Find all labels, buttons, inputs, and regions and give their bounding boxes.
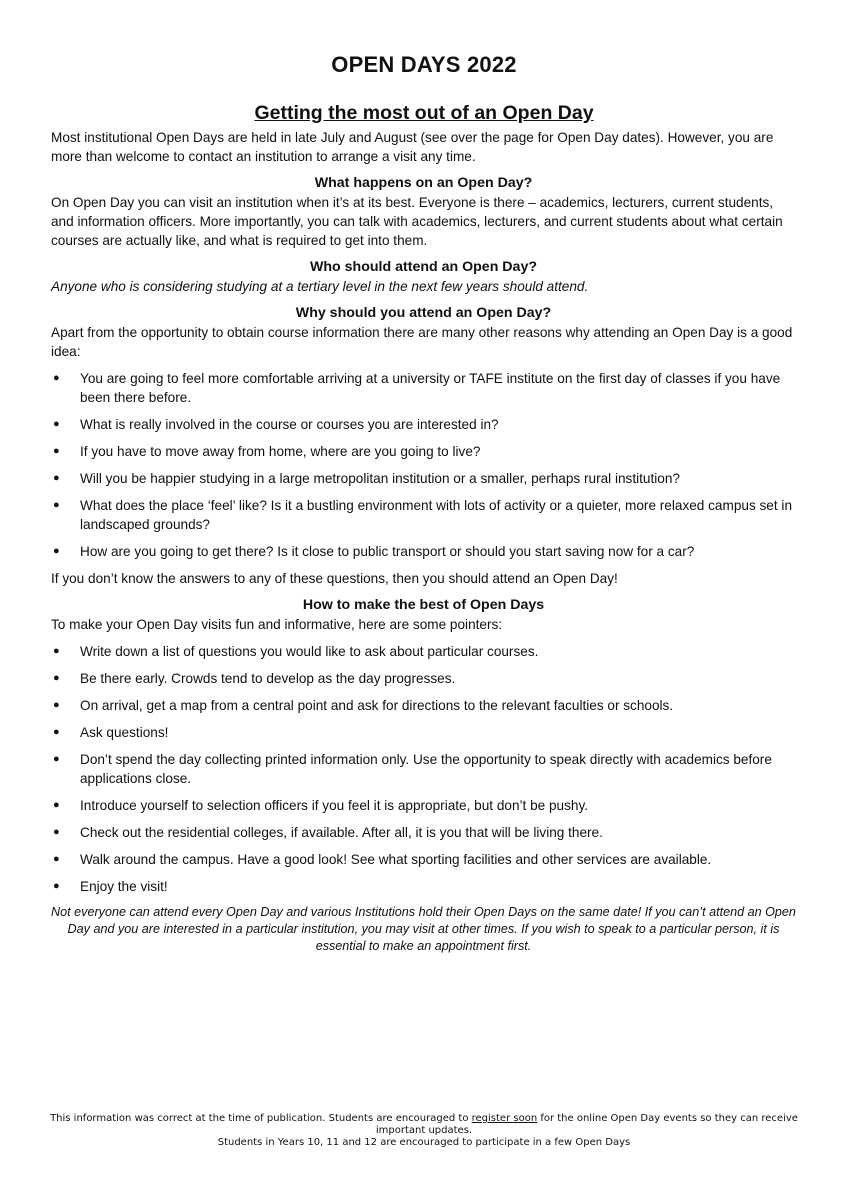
how-to-paragraph: To make your Open Day visits fun and informative, here are some pointers:: [51, 617, 503, 632]
bullet-icon: ●: [53, 880, 60, 892]
heading-why-attend: Why should you attend an Open Day?: [295, 305, 552, 321]
list-item: ● How are you going to get there? Is it close to public transport or should you start saving now for a car?: [53, 544, 695, 559]
heading-how-to-make-best: How to make the best of Open Days: [302, 597, 545, 613]
why-attend-paragraph: Apart from the opportunity to obtain course information there are many other reasons why attending an Open Day is a good idea:: [51, 325, 793, 359]
bullet-icon: ●: [53, 699, 60, 711]
bullet-icon: ●: [53, 545, 60, 557]
page-footer: [40, 1113, 808, 1149]
bullet-icon: ●: [53, 445, 60, 457]
pointers-list: [51, 642, 796, 896]
list-item: ● Ask questions!: [53, 725, 169, 740]
list-item: ● Will you be happier studying in a large metropolitan institution or a smaller, perhaps rural institution?: [53, 471, 680, 486]
what-happens-paragraph: On Open Day you can visit an institution when it’s at its best. Everyone is there – academics, lecturers, current students, and information officers. More importantly, you can talk with academics, lecturers, and current students about what certain courses are actually like, and what is required to get into them.: [51, 195, 783, 248]
why-attend-closing: If you don’t know the answers to any of these questions, then you should attend an Open Day!: [51, 571, 618, 586]
who-should-attend-paragraph: Anyone who is considering studying at a tertiary level in the next few years should attend.: [51, 279, 589, 294]
bullet-icon: ●: [53, 472, 60, 484]
heading-who-should-attend: Who should attend an Open Day?: [310, 259, 537, 275]
list-item: ● Enjoy the visit!: [53, 879, 168, 894]
bullet-icon: ●: [53, 645, 60, 657]
list-item: ● What is really involved in the course or courses you are interested in?: [53, 417, 499, 432]
closing-note: Not everyone can attend every Open Day and various Institutions hold their Open Days on the same date! If you can’t attend an Open Day and you are interested in a particular institution, you may visit at other times. If you wish to speak to a particular person, it is essential to make an appointment first.: [51, 905, 796, 953]
list-item: ● On arrival, get a map from a central point and ask for directions to the relevant faculties or schools.: [53, 698, 674, 713]
document-body: [51, 128, 796, 955]
bullet-icon: ●: [53, 826, 60, 838]
footer-line-1: This information was correct at the time of publication. Students are encouraged to register soon for the online Open Day events so they can receive important updates.: [50, 1113, 798, 1136]
bullet-icon: ●: [53, 726, 60, 738]
bullet-icon: ●: [53, 372, 60, 384]
page-subtitle: Getting the most out of an Open Day: [254, 102, 594, 124]
page-title: OPEN DAYS 2022: [331, 52, 517, 77]
list-item: ● Be there early. Crowds tend to develop as the day progresses.: [53, 671, 456, 686]
list-item: ● If you have to move away from home, where are you going to live?: [53, 444, 481, 459]
list-item: ● Introduce yourself to selection officers if you feel it is appropriate, but don’t be pushy.: [53, 798, 589, 813]
bullet-icon: ●: [53, 418, 60, 430]
bullet-icon: ●: [53, 799, 60, 811]
why-attend-list: [51, 369, 796, 561]
list-item: ● Don’t spend the day collecting printed information only. Use the opportunity to speak directly with academics before applications close.: [53, 752, 772, 786]
register-soon-link[interactable]: register soon: [471, 1113, 538, 1124]
list-item: ● Write down a list of questions you would like to ask about particular courses.: [53, 644, 539, 659]
list-item: ● You are going to feel more comfortable arriving at a university or TAFE institute on the first day of classes if you have been there before.: [53, 371, 781, 405]
list-item: ● Walk around the campus. Have a good look! See what sporting facilities and other services are available.: [53, 852, 712, 867]
list-item: ● Check out the residential colleges, if available. After all, it is you that will be living there.: [53, 825, 603, 840]
intro-paragraph: Most institutional Open Days are held in late July and August (see over the page for Open Day dates). However, you are more than welcome to contact an institution to arrange a visit any time.: [51, 130, 774, 164]
bullet-icon: ●: [53, 672, 60, 684]
heading-what-happens: What happens on an Open Day?: [314, 175, 533, 191]
bullet-icon: ●: [53, 853, 60, 865]
bullet-icon: ●: [53, 499, 60, 511]
bullet-icon: ●: [53, 753, 60, 765]
footer-line-2: Students in Years 10, 11 and 12 are encouraged to participate in a few Open Days: [217, 1137, 631, 1148]
list-item: ● What does the place ‘feel’ like? Is it a bustling environment with lots of activity or a quieter, more relaxed campus set in landscaped grounds?: [53, 498, 793, 532]
